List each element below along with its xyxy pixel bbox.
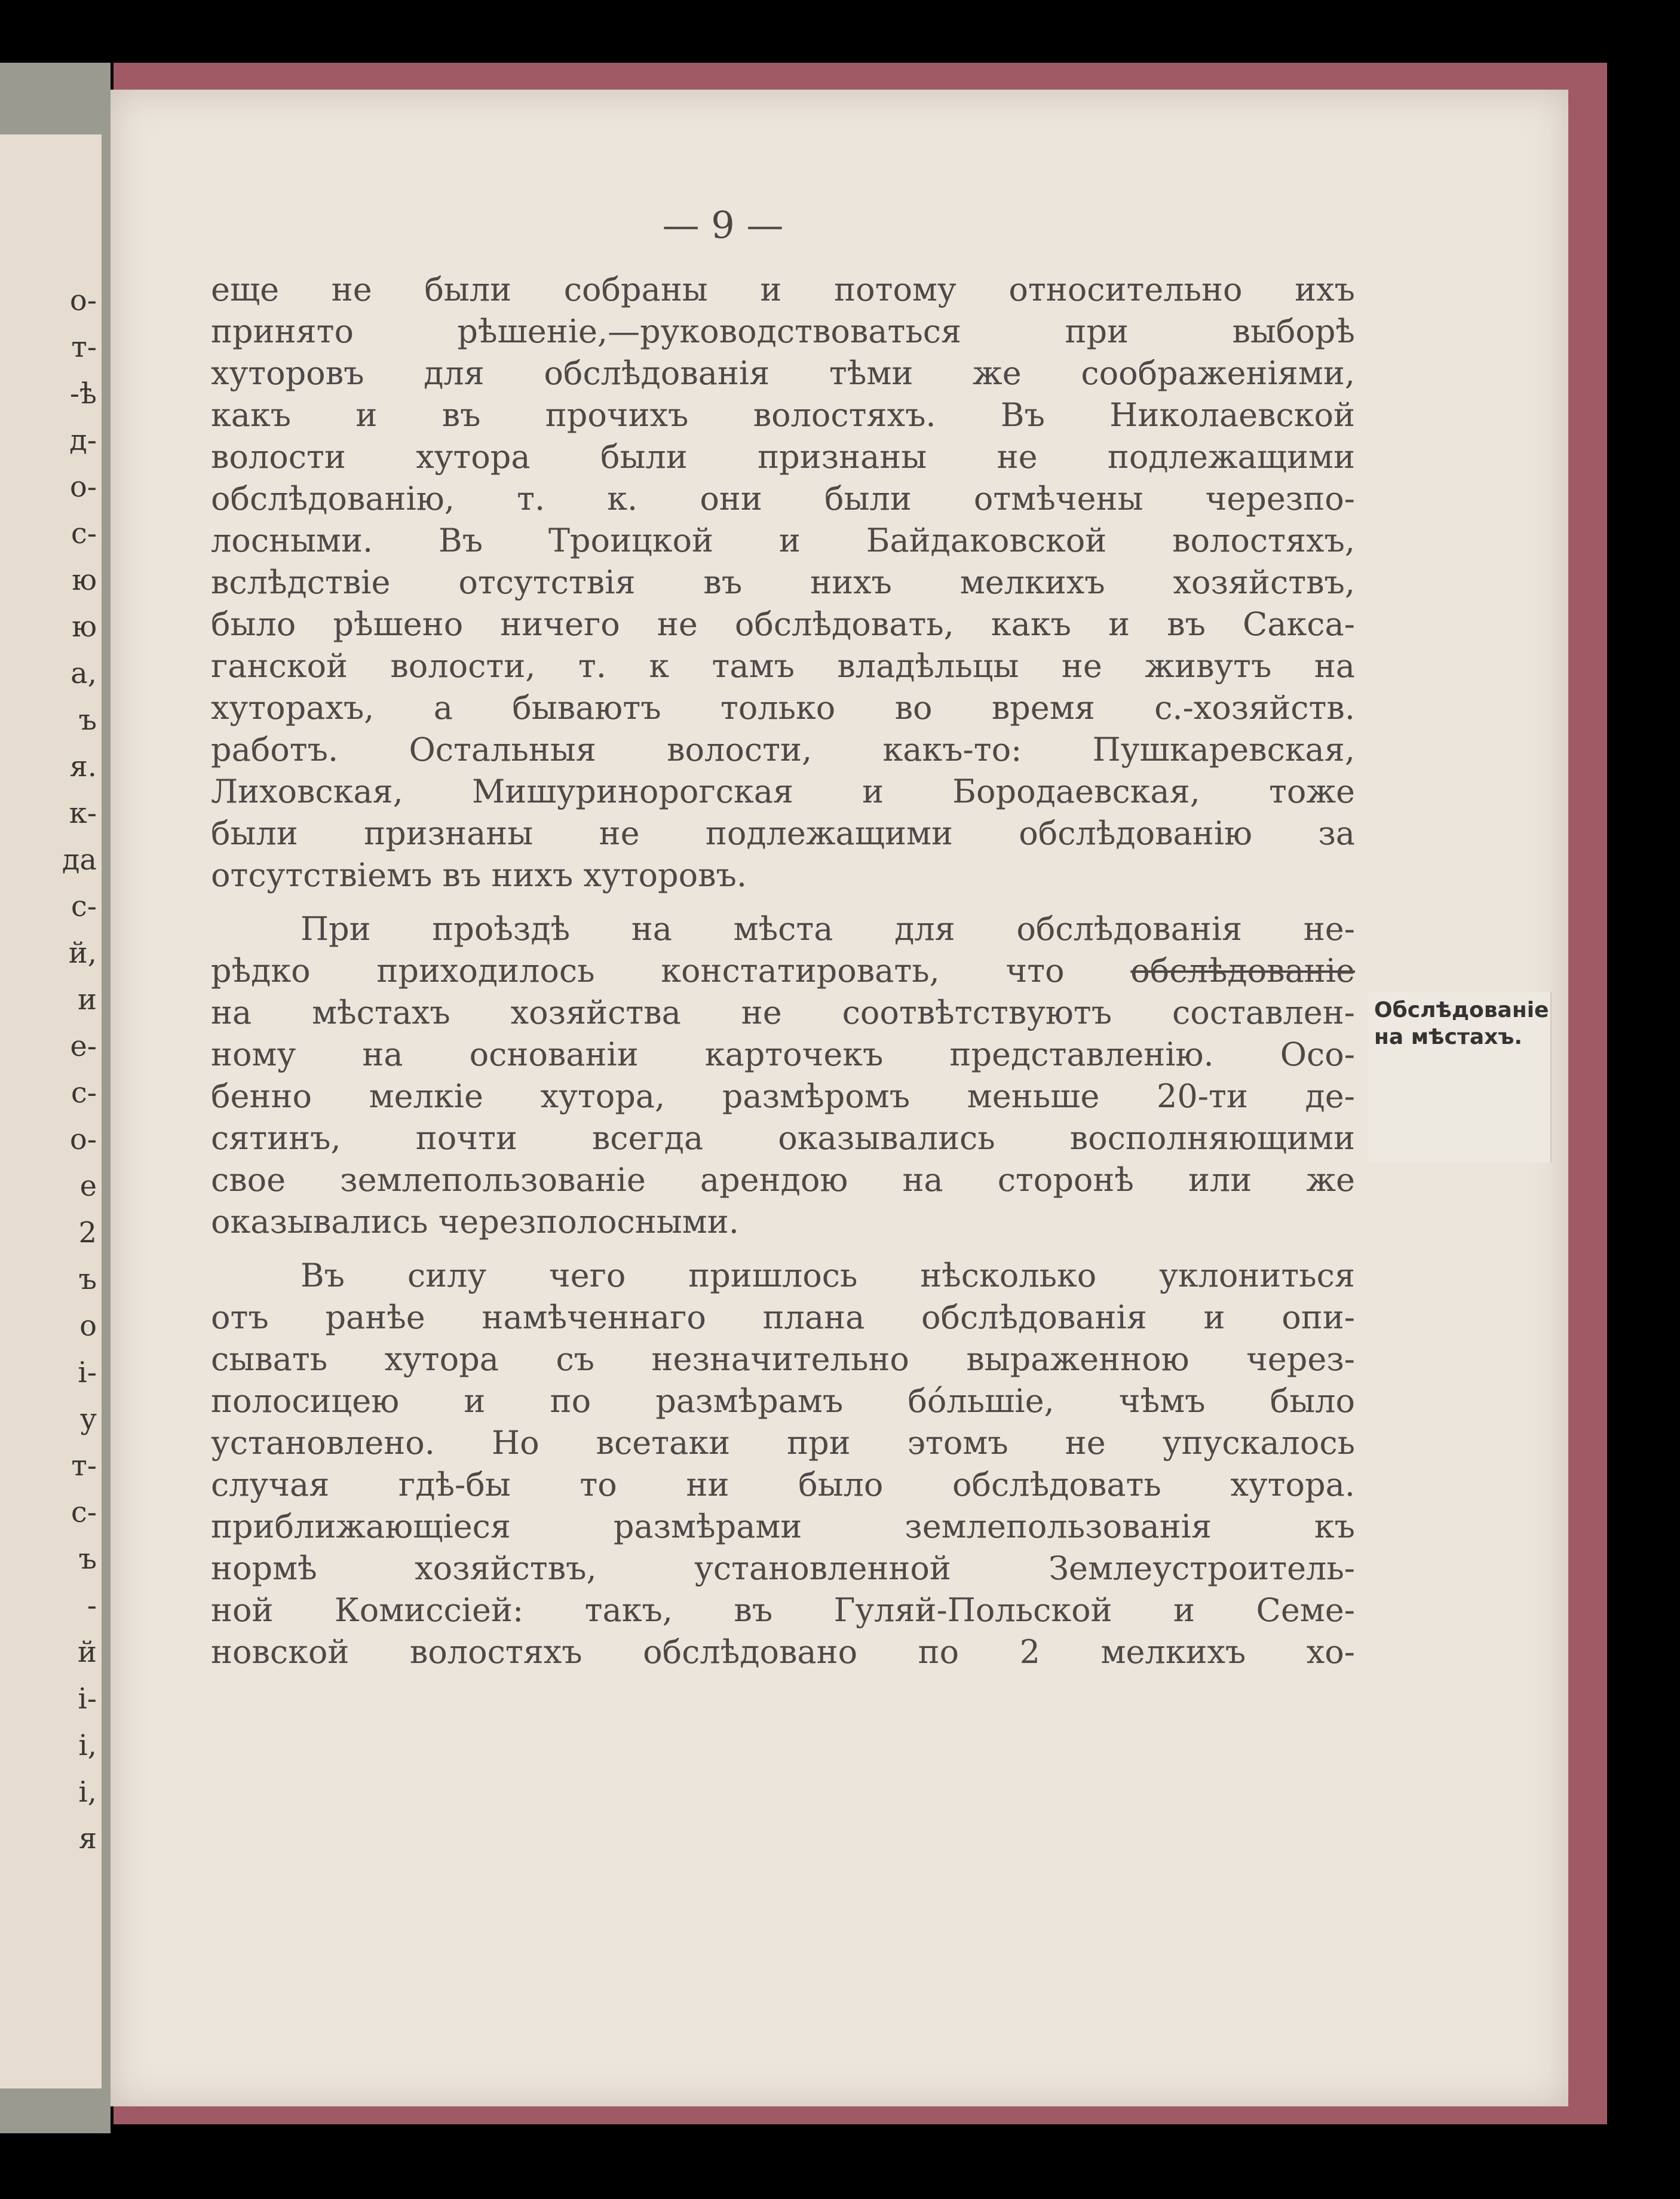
left-page-text-fragment: я. [69, 750, 97, 783]
text-fragment: рѣдко приходилось констатировать, что [211, 952, 1131, 990]
left-page-text-fragment: 2 [78, 1216, 97, 1249]
text-line: ному на основаніи карточекъ представленію. Осо- [211, 1036, 1355, 1073]
left-page-text-fragment: о- [69, 284, 97, 317]
left-page-text-fragment: с- [70, 890, 97, 923]
text-line: какъ и въ прочихъ волостяхъ. Въ Николаевской [211, 396, 1355, 434]
left-page-text-fragment: д- [69, 424, 97, 457]
text-line: ганской волости, т. к тамъ владѣльцы не живутъ на [211, 647, 1355, 685]
text-line: сятинъ, почти всегда оказывались восполняющими [211, 1119, 1355, 1157]
left-page-text-fragment: і, [78, 1775, 97, 1809]
text-line: Въ силу чего пришлось нѣсколько уклониться [301, 1257, 1355, 1294]
book-page [111, 90, 1568, 2106]
left-page-text-fragment: с- [70, 1496, 97, 1529]
left-page-text-fragment: й [78, 1636, 97, 1669]
text-line: принято рѣшеніе,—руководствоваться при выборѣ [211, 313, 1355, 350]
left-page-text-fragment: ъ [78, 1542, 97, 1576]
left-page-text-fragment: о- [69, 1123, 97, 1156]
text-line: лосными. Въ Троицкой и Байдаковской волостяхъ, [211, 522, 1355, 559]
text-line: случая гдѣ-бы то ни было обслѣдовать хутора. [211, 1466, 1355, 1503]
left-page-text-fragment: е- [70, 1030, 97, 1063]
left-page-text-fragment: е [79, 1169, 97, 1203]
text-line: приближающіеся размѣрами землепользованія къ [211, 1508, 1355, 1545]
text-line: обслѣдованію, т. к. они были отмѣчены черезпо- [211, 480, 1355, 517]
text-line: вслѣдствіе отсутствія въ нихъ мелкихъ хозяйствъ, [211, 563, 1355, 601]
text-line: на мѣстахъ хозяйства не соотвѣтствуютъ составлен- [211, 994, 1355, 1031]
text-line: отсутствіемъ въ нихъ хуторовъ. [211, 856, 747, 894]
text-line: бенно мелкіе хутора, размѣромъ меньше 20-ти де- [211, 1077, 1355, 1115]
text-line: При проѣздѣ на мѣста для обслѣдованія не- [301, 910, 1355, 948]
text-line-with-strikethrough [211, 950, 1355, 992]
struck-word: обслѣдованіе [1130, 952, 1355, 990]
left-page-text-fragment: к- [69, 797, 97, 830]
text-line: установлено. Но всетаки при этомъ не упускалось [211, 1424, 1355, 1462]
left-page-text-fragment: о- [69, 470, 97, 504]
left-page [0, 63, 111, 2133]
left-page-text-fragment: о [79, 1309, 97, 1343]
text-line: были признаны не подлежащими обслѣдованію за [211, 814, 1355, 852]
left-page-text-fragment: і- [78, 1356, 97, 1389]
left-page-text-fragment: -ѣ [69, 377, 97, 411]
left-page-text-fragment: да [62, 843, 97, 877]
marginal-note-line: на мѣстахъ. [1374, 1025, 1523, 1049]
left-page-text-fragment: а, [70, 657, 97, 690]
text-line: было рѣшено ничего не обслѣдовать, какъ и въ Сакса- [211, 605, 1355, 643]
text-line: свое землепользованіе арендою на сторонѣ или же [211, 1161, 1355, 1199]
left-page-text-fragment: с- [70, 517, 97, 550]
left-page-text-fragment: і, [78, 1729, 97, 1762]
text-line: волости хутора были признаны не подлежащими [211, 438, 1355, 476]
left-page-text-fragment: ю [72, 610, 97, 644]
text-line: работъ. Остальныя волости, какъ-то: Пушкаревская, [211, 731, 1355, 768]
left-page-text-fragment: ъ [78, 703, 97, 737]
left-page-text-fragment: і- [78, 1682, 97, 1716]
text-line: оказывались черезполосными. [211, 1203, 739, 1241]
text-line: новской волостяхъ обслѣдовано по 2 мелкихъ хо- [211, 1633, 1355, 1671]
left-page-paper [0, 134, 102, 2088]
text-line: сывать хутора съ незначительно выраженною через- [211, 1340, 1355, 1378]
text-line: нормѣ хозяйствъ, установленной Землеустроитель- [211, 1549, 1355, 1587]
left-page-text-fragment: т- [71, 330, 97, 364]
left-page-text-fragment: у [79, 1402, 97, 1436]
left-page-text-fragment: ю [72, 563, 97, 597]
text-line: хуторовъ для обслѣдованія тѣми же соображеніями, [211, 354, 1355, 392]
text-line: полосицею и по размѣрамъ бо́льшіе, чѣмъ было [211, 1382, 1355, 1420]
text-line: ной Комиссіей: такъ, въ Гуляй-Польской и Семе- [211, 1591, 1355, 1629]
marginal-note [1368, 992, 1552, 1162]
text-line: еще не были собраны и потому относительно ихъ [211, 271, 1355, 308]
text-line: Лиховская, Мишуринорогская и Бородаевская, тоже [211, 773, 1355, 810]
left-page-text-fragment: я [78, 1822, 97, 1855]
left-page-text-fragment: - [87, 1589, 97, 1622]
left-page-text-fragment: и [78, 983, 97, 1016]
left-page-text-fragment: с- [70, 1076, 97, 1110]
left-page-text-fragment: ъ [78, 1263, 97, 1296]
page-number: — 9 — [662, 203, 784, 247]
marginal-note-line: Обслѣдованіе [1374, 998, 1549, 1022]
left-page-text-fragment: й, [68, 936, 97, 970]
text-line: хуторахъ, а бываютъ только во время с.-хозяйств. [211, 689, 1355, 727]
left-page-text-fragment: т- [71, 1449, 97, 1483]
text-line: отъ ранѣе намѣченнаго плана обслѣдованія и опи- [211, 1298, 1355, 1336]
